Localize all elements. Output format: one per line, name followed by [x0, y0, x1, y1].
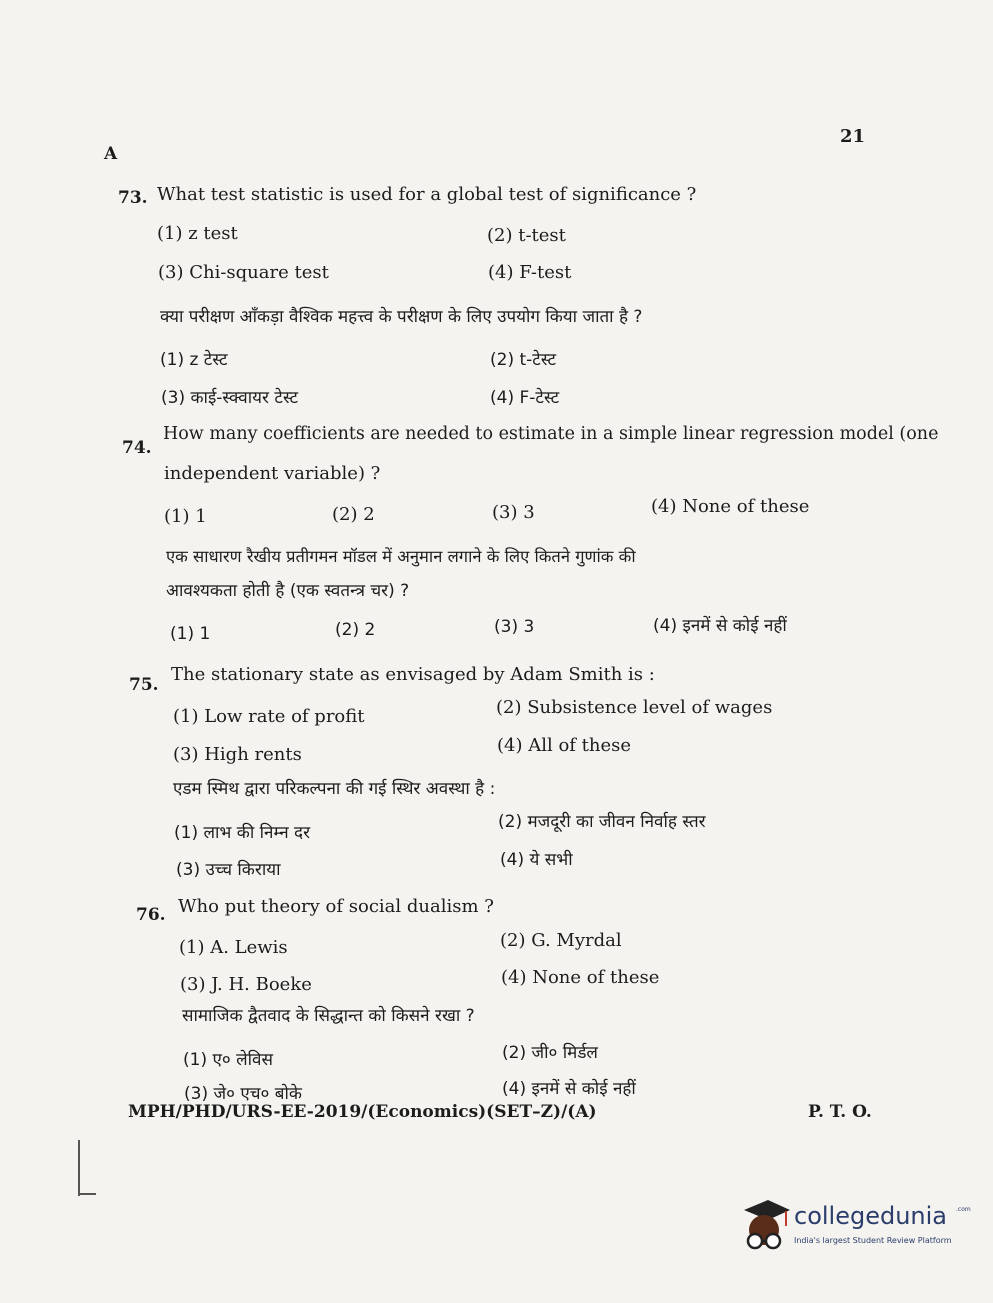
question-stem-hi: एक साधारण रैखीय प्रतीगमन मॉडल में अनुमान लगाने के लिए कितने गुणांक की: [166, 547, 636, 566]
question-stem-en: Who put theory of social dualism ?: [178, 896, 494, 917]
question-number: 74.: [122, 438, 152, 458]
mascot-logo-icon: [738, 1196, 792, 1256]
option-hi: (4) इनमें से कोई नहीं: [653, 616, 787, 636]
option-en: (3) 3: [492, 502, 535, 523]
option-en: (1) 1: [164, 506, 207, 527]
brand-domain: .com: [956, 1206, 971, 1213]
option-hi: (2) जी० मिर्डल: [502, 1043, 598, 1063]
option-en: (1) z test: [157, 223, 238, 244]
option-hi: (2) 2: [335, 620, 376, 640]
question-stem-en: independent variable) ?: [164, 463, 381, 484]
option-en: (2) t-test: [487, 225, 566, 246]
question-stem-en: The stationary state as envisaged by Adam Smith is :: [171, 664, 655, 685]
question-stem-hi: एडम स्मिथ द्वारा परिकल्पना की गई स्थिर अवस्था है :: [173, 779, 496, 799]
option-hi: (4) F-टेस्ट: [490, 388, 560, 408]
collegedunia-watermark: [738, 1196, 971, 1258]
option-hi: (1) z टेस्ट: [160, 350, 228, 370]
option-en: (2) 2: [332, 504, 375, 525]
option-hi: (2) t-टेस्ट: [490, 350, 557, 370]
option-en: (1) Low rate of profit: [173, 706, 365, 727]
question-number: 75.: [129, 675, 159, 695]
question-stem-hi: क्या परीक्षण आँकड़ा वैश्विक महत्त्व के परीक्षण के लिए उपयोग किया जाता है ?: [160, 307, 643, 327]
option-en: (4) None of these: [651, 496, 810, 517]
scan-edge-line: [78, 1140, 80, 1196]
option-en: (2) Subsistence level of wages: [496, 697, 773, 718]
option-hi: (2) मजदूरी का जीवन निर्वाह स्तर: [498, 812, 706, 832]
page-number: 21: [840, 126, 866, 147]
pto-label: P. T. O.: [808, 1102, 872, 1122]
option-en: (4) F-test: [488, 262, 572, 283]
series-label: A: [104, 144, 118, 164]
question-stem-hi: सामाजिक द्वैतवाद के सिद्धान्त को किसने रखा ?: [182, 1006, 475, 1026]
option-hi: (4) इनमें से कोई नहीं: [502, 1079, 636, 1099]
scan-edge-line: [78, 1193, 96, 1195]
brand-name: collegedunia: [794, 1202, 948, 1230]
paper-code: MPH/PHD/URS-EE-2019/(Economics)(SET–Z)/(A): [128, 1102, 597, 1122]
option-en: (1) A. Lewis: [179, 937, 288, 958]
option-hi: (3) काई-स्क्वायर टेस्ट: [161, 388, 299, 408]
question-number: 76.: [136, 905, 166, 925]
option-hi: (3) उच्च किराया: [176, 860, 281, 880]
option-en: (3) High rents: [173, 744, 302, 765]
option-hi: (3) जे० एच० बोके: [184, 1084, 302, 1104]
option-hi: (4) ये सभी: [500, 850, 573, 870]
question-stem-hi: आवश्यकता होती है (एक स्वतन्त्र चर) ?: [166, 581, 410, 601]
option-hi: (1) लाभ की निम्न दर: [174, 823, 311, 843]
option-hi: (1) 1: [170, 624, 211, 644]
question-stem-en: How many coefficients are needed to estimate in a simple linear regression model (one: [163, 424, 939, 444]
option-en: (4) None of these: [501, 967, 660, 988]
brand-tagline: India's largest Student Review Platform: [794, 1236, 952, 1245]
option-en: (3) J. H. Boeke: [180, 974, 312, 995]
option-en: (3) Chi-square test: [158, 262, 329, 283]
option-hi: (1) ए० लेविस: [183, 1050, 274, 1070]
option-hi: (3) 3: [494, 617, 535, 637]
question-number: 73.: [118, 188, 148, 208]
option-en: (2) G. Myrdal: [500, 930, 622, 951]
question-stem-en: What test statistic is used for a global test of significance ?: [157, 184, 697, 205]
option-en: (4) All of these: [497, 735, 632, 756]
